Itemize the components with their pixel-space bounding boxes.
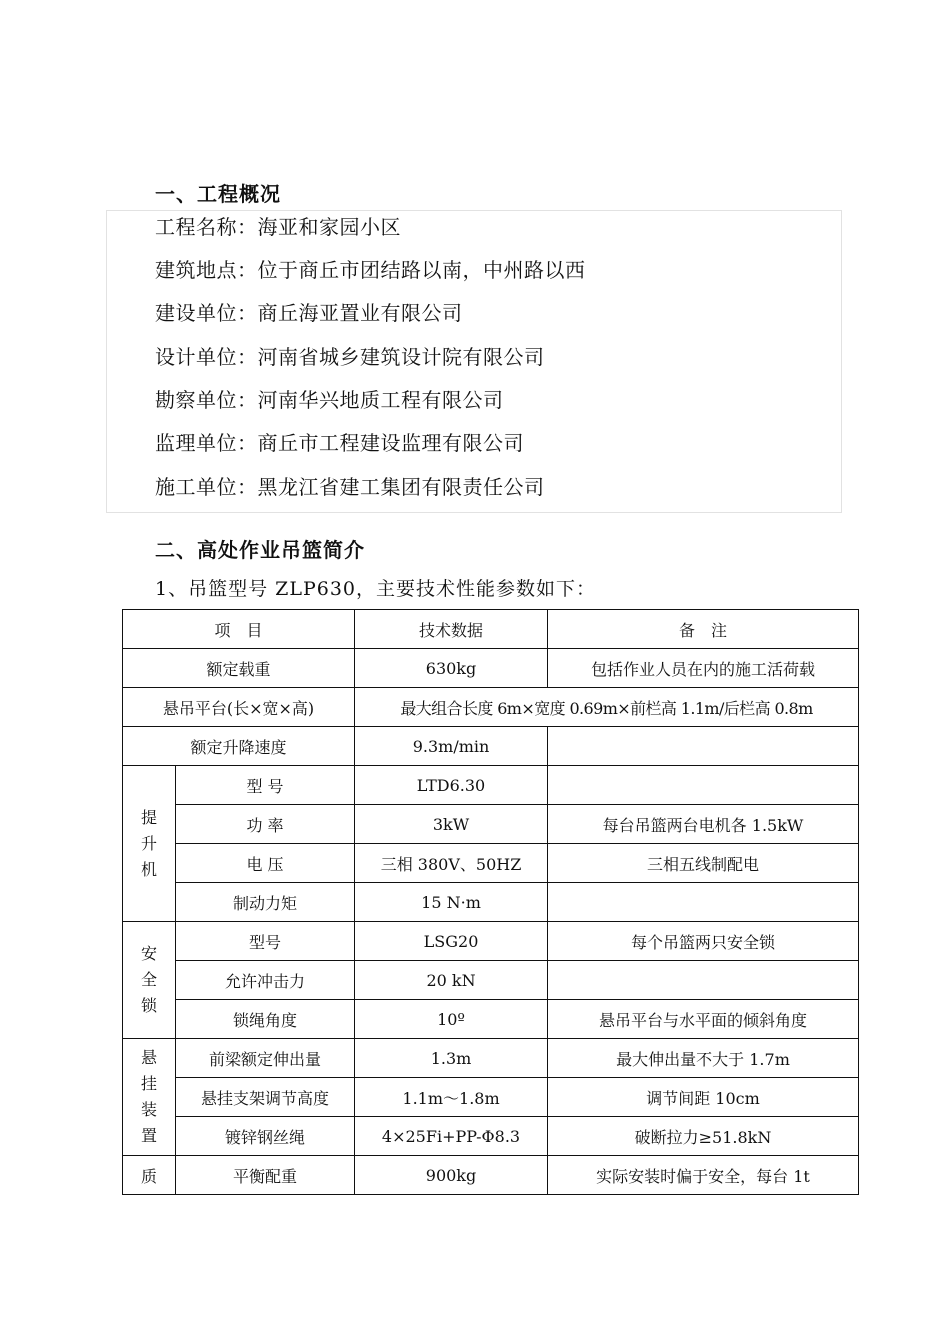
project-name: 工程名称：海亚和家园小区 bbox=[155, 215, 401, 239]
row-value: LTD6.30 bbox=[355, 766, 548, 805]
surveyor: 勘察单位：河南华兴地质工程有限公司 bbox=[155, 388, 504, 412]
row-value: 630kg bbox=[355, 649, 548, 688]
row-note: 实际安装时偏于安全，每台 1t bbox=[548, 1156, 859, 1195]
group-label-suspension: 悬挂装置 bbox=[123, 1039, 176, 1156]
table-row bbox=[123, 1078, 859, 1117]
row-note bbox=[548, 883, 859, 922]
row-value: 4×25Fi+PP-Φ8.3 bbox=[355, 1117, 548, 1156]
developer: 建设单位：商丘海亚置业有限公司 bbox=[155, 301, 463, 325]
row-label: 制动力矩 bbox=[176, 883, 355, 922]
header-data: 技术数据 bbox=[355, 610, 548, 649]
table-header-row bbox=[123, 610, 859, 649]
table-row bbox=[123, 961, 859, 1000]
row-value: 10º bbox=[355, 1000, 548, 1039]
table-row bbox=[123, 688, 859, 727]
section-1-title: 一、工程概况 bbox=[155, 182, 281, 206]
row-label: 悬吊平台(长×宽×高) bbox=[123, 688, 355, 727]
table-row bbox=[123, 1156, 859, 1195]
table-row bbox=[123, 883, 859, 922]
row-label: 型号 bbox=[176, 922, 355, 961]
row-value: 15 N·m bbox=[355, 883, 548, 922]
row-label: 平衡配重 bbox=[176, 1156, 355, 1195]
row-label: 镀锌钢丝绳 bbox=[176, 1117, 355, 1156]
row-note bbox=[548, 727, 859, 766]
table-row bbox=[123, 1039, 859, 1078]
table-row bbox=[123, 649, 859, 688]
group-label-hoist: 提升机 bbox=[123, 766, 176, 922]
row-note: 最大伸出量不大于 1.7m bbox=[548, 1039, 859, 1078]
row-label: 功 率 bbox=[176, 805, 355, 844]
table-row bbox=[123, 1000, 859, 1039]
row-note: 破断拉力≥51.8kN bbox=[548, 1117, 859, 1156]
row-label: 电 压 bbox=[176, 844, 355, 883]
spec-table bbox=[122, 609, 859, 1195]
row-note: 每个吊篮两只安全锁 bbox=[548, 922, 859, 961]
row-note: 三相五线制配电 bbox=[548, 844, 859, 883]
row-label: 前梁额定伸出量 bbox=[176, 1039, 355, 1078]
row-label: 锁绳角度 bbox=[176, 1000, 355, 1039]
table-row bbox=[123, 805, 859, 844]
group-label-lock: 安全锁 bbox=[123, 922, 176, 1039]
table-row bbox=[123, 727, 859, 766]
row-note: 每台吊篮两台电机各 1.5kW bbox=[548, 805, 859, 844]
row-value: 900kg bbox=[355, 1156, 548, 1195]
group-label-mass: 质 bbox=[123, 1156, 176, 1195]
section-2-title: 二、高处作业吊篮简介 bbox=[155, 538, 365, 562]
row-label: 型 号 bbox=[176, 766, 355, 805]
supervisor: 监理单位：商丘市工程建设监理有限公司 bbox=[155, 431, 524, 455]
project-location: 建筑地点：位于商丘市团结路以南，中州路以西 bbox=[155, 258, 586, 282]
row-value: 最大组合长度 6m×宽度 0.69m×前栏高 1.1m/后栏高 0.8m bbox=[355, 688, 859, 727]
row-value: 1.3m bbox=[355, 1039, 548, 1078]
row-value: LSG20 bbox=[355, 922, 548, 961]
table-row bbox=[123, 766, 859, 805]
row-value: 3kW bbox=[355, 805, 548, 844]
table-row bbox=[123, 844, 859, 883]
row-value: 三相 380V、50HZ bbox=[355, 844, 548, 883]
row-note: 包括作业人员在内的施工活荷载 bbox=[548, 649, 859, 688]
section-2-subtitle: 1、吊篮型号 ZLP630，主要技术性能参数如下： bbox=[155, 578, 596, 600]
designer: 设计单位：河南省城乡建筑设计院有限公司 bbox=[155, 345, 545, 369]
row-value: 9.3m/min bbox=[355, 727, 548, 766]
row-note bbox=[548, 766, 859, 805]
table-row bbox=[123, 922, 859, 961]
header-note: 备 注 bbox=[548, 610, 859, 649]
row-label: 额定载重 bbox=[123, 649, 355, 688]
table-row bbox=[123, 1117, 859, 1156]
contractor: 施工单位：黑龙江省建工集团有限责任公司 bbox=[155, 475, 545, 499]
row-label: 悬挂支架调节高度 bbox=[176, 1078, 355, 1117]
row-note: 调节间距 10cm bbox=[548, 1078, 859, 1117]
row-label: 允许冲击力 bbox=[176, 961, 355, 1000]
row-value: 20 kN bbox=[355, 961, 548, 1000]
row-note: 悬吊平台与水平面的倾斜角度 bbox=[548, 1000, 859, 1039]
header-item: 项 目 bbox=[123, 610, 355, 649]
row-note bbox=[548, 961, 859, 1000]
row-label: 额定升降速度 bbox=[123, 727, 355, 766]
row-value: 1.1m～1.8m bbox=[355, 1078, 548, 1117]
